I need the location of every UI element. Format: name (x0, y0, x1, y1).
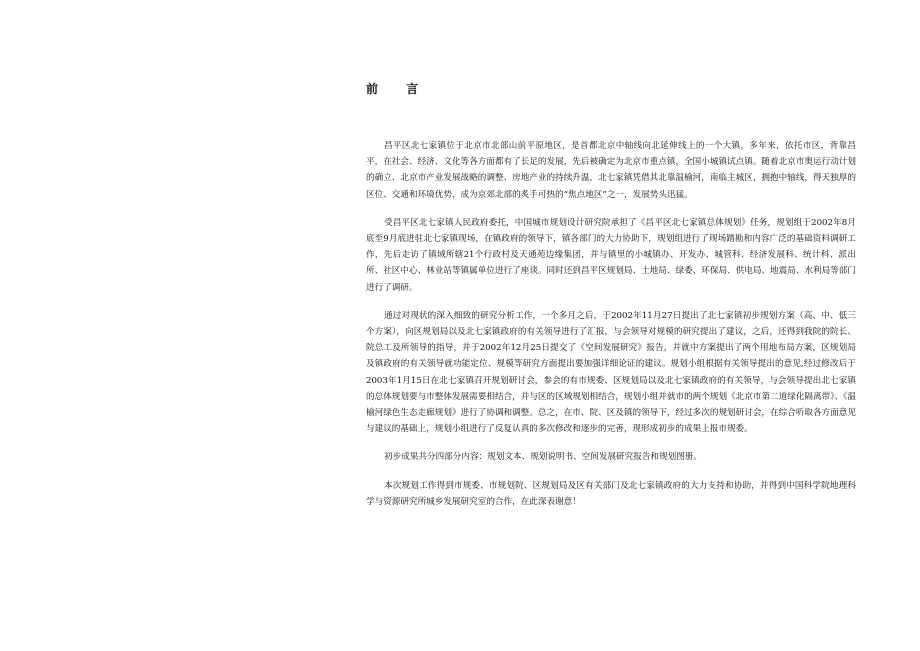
page-title: 前 言 (366, 82, 431, 96)
body-text (366, 138, 856, 522)
paragraph-4: 初步成果共分四部分内容：规划文本、规划说明书、空间发展研究报告和规划图册。 (384, 452, 702, 463)
paragraph-3: 通过对现状的深入细致的研究分析工作，一个多月之后，于2002年11月27日提出了北七家镇初步规划方案（高、中、低三个方案），向区规划局以及北七家镇政府的有关领导进行了汇报，与会领导对规模的研究提出了建议，之后，还得到我院的院长、院总工及所领导的指导，并于2002年12月25日提交了《空间发展研究》报告，并就中方案提出了两个用地布局方案，区规划局及镇政府的有关领导就功能定位、规模等研究方面提出要加强详细论证的建议。规划小组根据有关领导提出的意见,经过修改后于2003年1月15日在北七家镇召开规划研讨会，参会的有市规委、区规划局以及北七家镇政府的有关领导，与会领导提出北七家镇的总体规划要与市整体发展需要相结合，并与区的区域规划相结合，规划小组并就市的两个规划《北京市第二道绿化隔离带》、《温榆河绿色生态走廊规划》进行了协调和调整。总之，在市、院、区及镇的领导下，经过多次的规划研讨会，在综合听取各方面意见与建议的基础上，规划小组进行了反复认真的多次修改和逐步的完善，现形成初步的成果上报市规委。 (366, 310, 856, 435)
paragraph-5: 本次规划工作得到市规委、市规划院、区规划局及区有关部门及北七家镇政府的大力支持和协助，并得到中国科学院地理科学与资源研究所城乡发展研究室的合作，在此深表谢意！ (366, 480, 856, 507)
paragraph-1: 昌平区北七家镇位于北京市北部山前平原地区，是首都北京中轴线向北延伸线上的一个大镇，多年来，依托市区，背靠昌平，在社会、经济、文化等各方面都有了长足的发展，先后被确定为北京市重点镇，全国小城镇试点镇。随着北京市奥运行动计划的确立、北京市产业发展战略的调整、房地产业的持续升温，北七家镇凭借其北靠温榆河，南临主城区，拥抱中轴线，得天独厚的区位、交通和环境优势，成为京郊北部的炙手可热的“焦点地区”之一，发展势头迅猛。 (366, 141, 856, 200)
paragraph-2: 受昌平区北七家镇人民政府委托，中国城市规划设计研究院承担了《昌平区北七家镇总体规划》任务，规划组于2002年8月底至9月底进驻北七家镇现场，在镇政府的领导下，镇各部门的大力协助下，规划组进行了现场踏勘和内容广泛的基础资料调研工作，先后走访了镇域所辖21个行政村及天通苑边缘集团，并与镇里的小城镇办、开发办、城管科、经济发展科、统计科、派出所、社区中心、林业站等镇属单位进行了座谈。同时还到昌平区规划局、土地局、绿委、环保局、供电局、地震局、水利局等部门进行了调研。 (366, 217, 856, 293)
